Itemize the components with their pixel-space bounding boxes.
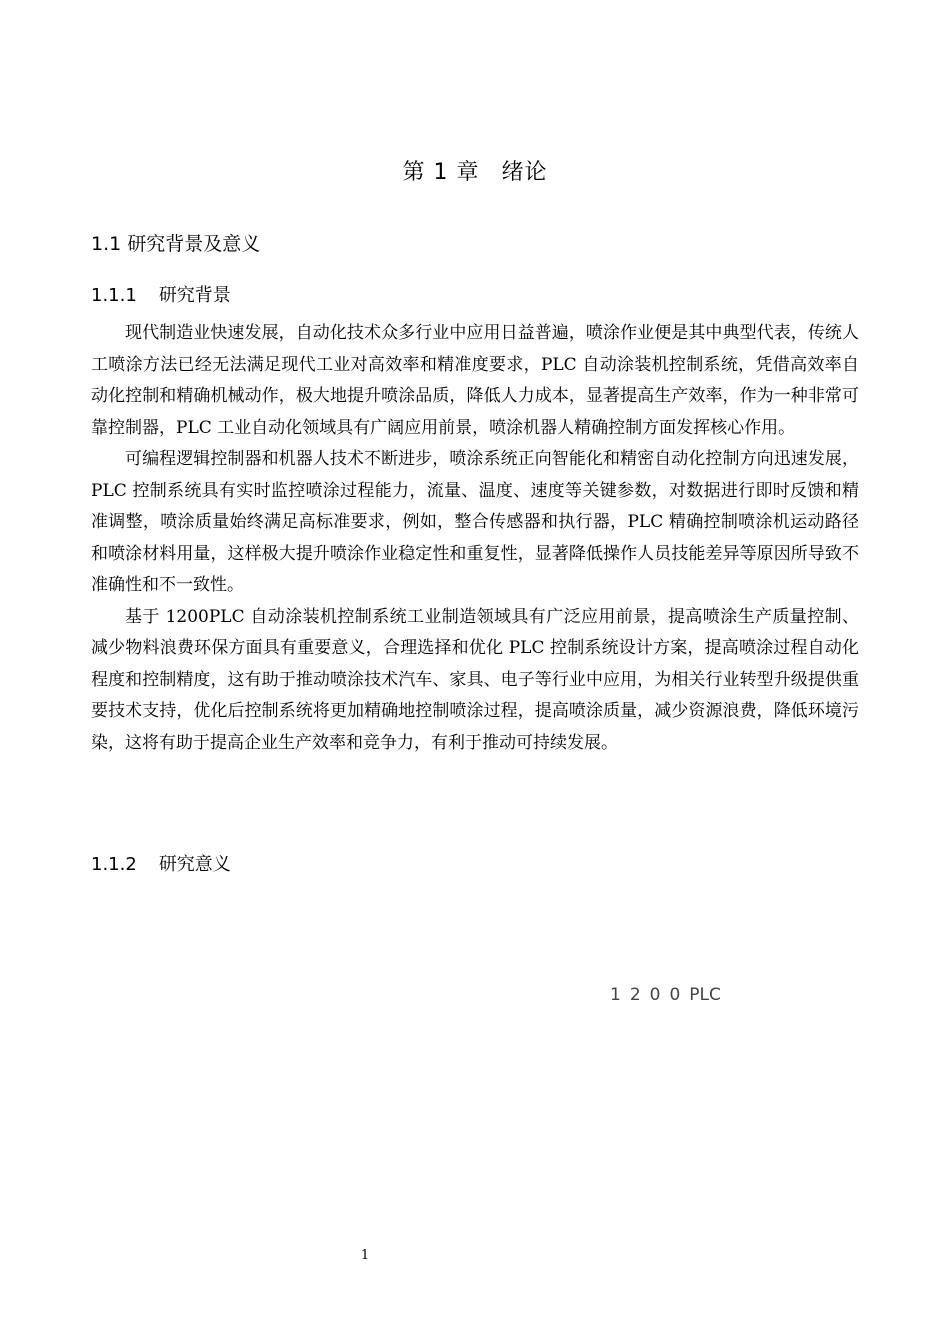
- floating-label-digits: 1200: [610, 985, 690, 1005]
- chapter-number: 第 1 章: [402, 160, 480, 185]
- subsection-number: 1.1.1: [91, 285, 137, 306]
- floating-label-suffix: PLC: [689, 985, 721, 1005]
- section-number: 1.1: [91, 233, 122, 255]
- paragraph: 现代制造业快速发展，自动化技术众多行业中应用日益普遍，喷涂作业便是其中典型代表，传统人工喷涂方法已经无法满足现代工业对高效率和精准度要求，PLC 自动涂装机控制系统，凭借高效率自动化控制和精确机械动作，极大地提升喷涂品质，降低人力成本，显著提高生产效率，作为一种非常可靠控制器，PLC 工业自动化领域具有广阔应用前景，喷涂机器人精确控制方面发挥核心作用。: [91, 323, 859, 438]
- subsection-heading-background: [91, 281, 231, 307]
- paragraph: 基于 1200PLC 自动涂装机控制系统工业制造领域具有广泛应用前景，提高喷涂生产质量控制、减少物料浪费环保方面具有重要意义，合理选择和优化 PLC 控制系统设计方案，提高喷涂过程自动化程度和控制精度，这有助于推动喷涂技术汽车、家具、电子等行业中应用，为相关行业转型升级提供重要技术支持，优化后控制系统将更加精确地控制喷涂过程，提高喷涂质量，减少资源浪费，降低环境污染，这将有助于提高企业生产效率和竞争力，有利于推动可持续发展。: [91, 606, 859, 753]
- chapter-title: [0, 155, 950, 186]
- subsection-number: 1.1.2: [91, 854, 137, 875]
- subsection-title: 研究意义: [158, 854, 231, 875]
- body-text: [91, 318, 859, 759]
- subsection-heading-significance: [91, 850, 231, 876]
- subsection-title: 研究背景: [158, 285, 231, 306]
- section-title: 研究背景及意义: [127, 233, 261, 255]
- page-number: 1: [360, 1248, 370, 1263]
- paragraph: 可编程逻辑控制器和机器人技术不断进步，喷涂系统正向智能化和精密自动化控制方向迅速发展，PLC 控制系统具有实时监控喷涂过程能力，流量、温度、速度等关键参数，对数据进行即时反馈和精准调整，喷涂质量始终满足高标准要求，例如，整合传感器和执行器，PLC 精确控制喷涂机运动路径和喷涂材料用量，这样极大提升喷涂作业稳定性和重复性，显著降低操作人员技能差异等原因所导致不准确性和不一致性。: [91, 449, 859, 595]
- section-heading: [91, 229, 260, 256]
- floating-label: [610, 985, 721, 1005]
- chapter-name: 绪论: [501, 160, 548, 185]
